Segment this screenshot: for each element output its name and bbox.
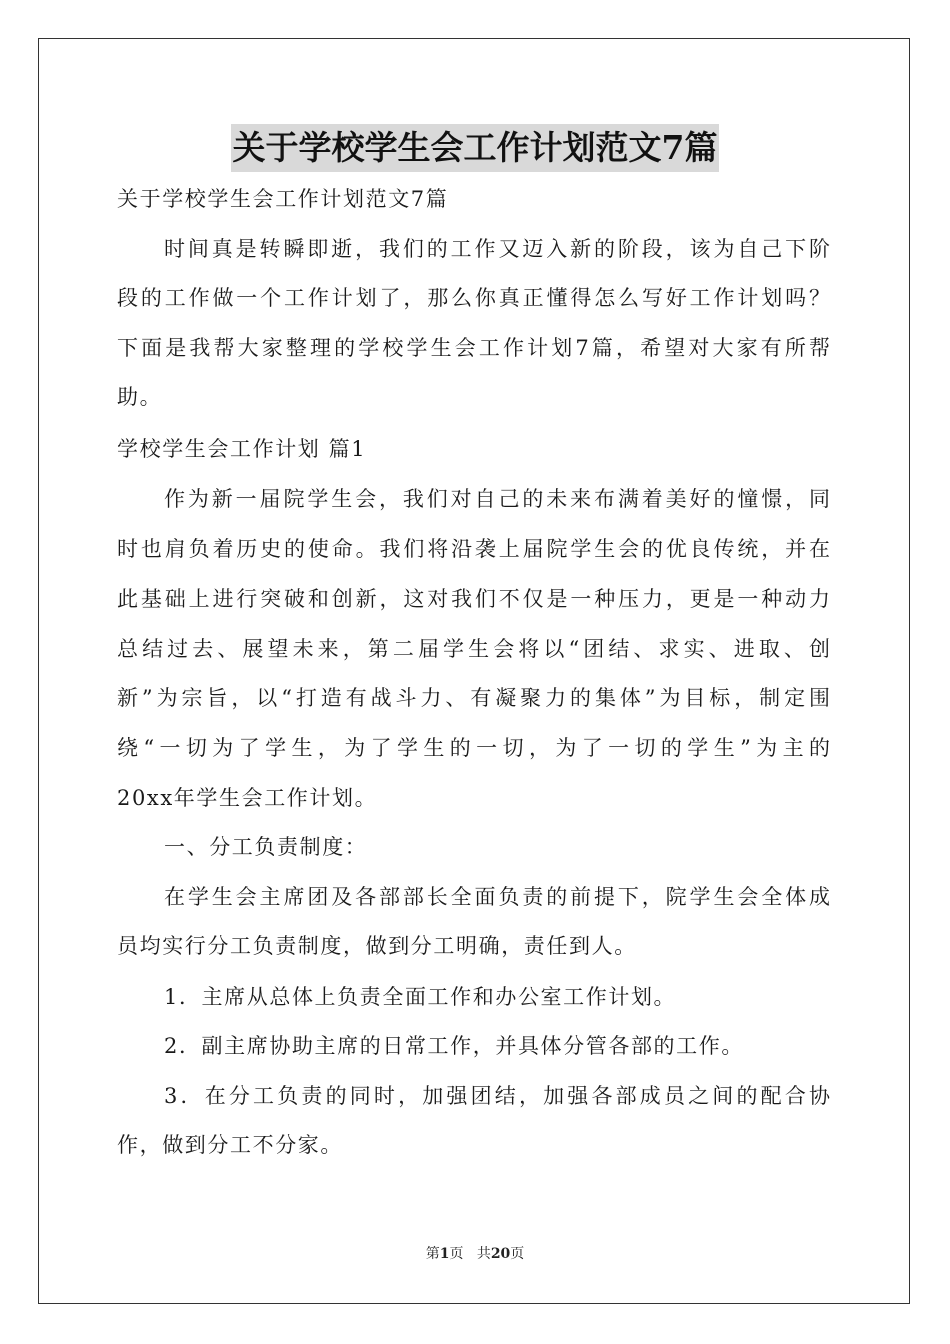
footer-total-suffix: 页 bbox=[510, 1246, 525, 1262]
footer-total-prefix: 共 bbox=[476, 1246, 491, 1262]
footer-page-suffix: 页 bbox=[449, 1246, 464, 1262]
section-heading: 学校学生会工作计划 篇1 bbox=[117, 437, 367, 461]
title-container bbox=[0, 124, 950, 172]
section-heading: 一、分工负责制度： bbox=[164, 835, 368, 859]
list-item: 3．在分工负责的同时，加强团结，加强各部成员之间的配合协 bbox=[164, 1084, 830, 1108]
paragraph-line: 助。 bbox=[117, 385, 163, 409]
paragraph-line: 下面是我帮大家整理的学校学生会工作计划7篇，希望对大家有所帮 bbox=[117, 336, 830, 360]
footer-page-prefix: 第 bbox=[425, 1246, 440, 1262]
paragraph-line: 在学生会主席团及各部部长全面负责的前提下，院学生会全体成 bbox=[164, 885, 830, 909]
paragraph-line: 时间真是转瞬即逝，我们的工作又迈入新的阶段，该为自己下阶 bbox=[164, 237, 830, 261]
page-border bbox=[38, 38, 910, 1304]
list-item: 2．副主席协助主席的日常工作，并具体分管各部的工作。 bbox=[164, 1034, 744, 1058]
footer-total-pages: 20 bbox=[490, 1246, 511, 1262]
paragraph-line: 新”为宗旨，以“打造有战斗力、有凝聚力的集体”为目标，制定围 bbox=[117, 686, 830, 710]
paragraph-line: 绕“一切为了学生，为了学生的一切，为了一切的学生”为主的 bbox=[117, 736, 830, 760]
paragraph-line: 时也肩负着历史的使命。我们将沿袭上届院学生会的优良传统，并在 bbox=[117, 537, 830, 561]
paragraph-line: 此基础上进行突破和创新，这对我们不仅是一种压力，更是一种动力 bbox=[117, 587, 830, 611]
document-subtitle: 关于学校学生会工作计划范文7篇 bbox=[117, 187, 449, 211]
paragraph-line: 段的工作做一个工作计划了，那么你真正懂得怎么写好工作计划吗？ bbox=[117, 286, 830, 310]
paragraph-line: 作为新一届院学生会，我们对自己的未来布满着美好的憧憬，同 bbox=[164, 487, 830, 511]
paragraph-line: 总结过去、展望未来，第二届学生会将以“团结、求实、进取、创 bbox=[117, 637, 830, 661]
list-item: 1．主席从总体上负责全面工作和办公室工作计划。 bbox=[164, 985, 677, 1009]
paragraph-line: 员均实行分工负责制度，做到分工明确，责任到人。 bbox=[117, 934, 637, 958]
paragraph-line: 20xx年学生会工作计划。 bbox=[117, 786, 378, 810]
footer-page-number: 1 bbox=[439, 1246, 450, 1262]
document-title: 关于学校学生会工作计划范文7篇 bbox=[231, 124, 720, 172]
page-footer bbox=[0, 1244, 950, 1264]
list-item: 作，做到分工不分家。 bbox=[117, 1133, 343, 1157]
